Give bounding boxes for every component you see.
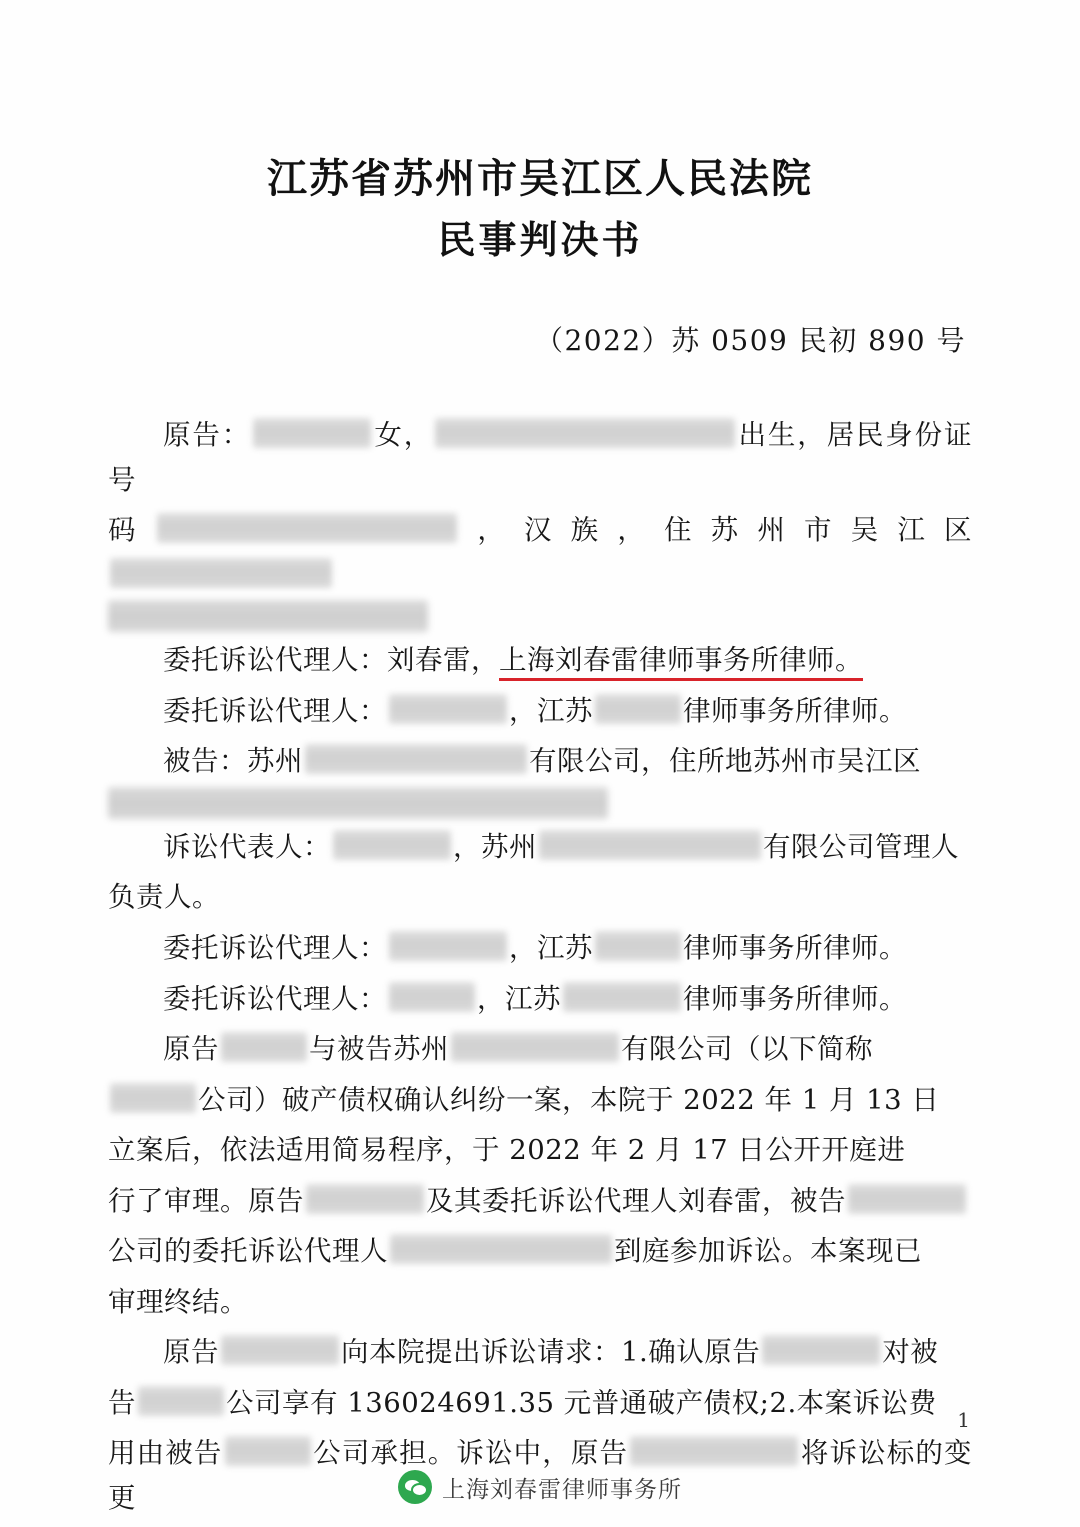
redacted-defendant-ref-1 [848,1184,966,1214]
redacted-plaintiff-ref-3 [221,1335,339,1365]
paragraph-case-summary-line-4 [108,1179,972,1224]
redacted-defendant-address [108,787,608,819]
redacted-defendant-ref-2 [138,1386,224,1416]
paragraph-case-summary-line-5 [108,1229,972,1274]
body-1-d: 公司）破产债权确认纠纷一案，本院于 2022 年 1 月 13 日 [198,1083,940,1116]
plaintiff-gender: 女， [373,419,434,452]
body-1-e: 立案后，依法适用简易程序，于 2022 年 2 月 17 日公开开庭进 [108,1134,906,1167]
litigation-rep-city: ，苏州 [453,830,537,863]
paragraph-defendant [108,739,972,784]
body-1-h: 公司的委托诉讼代理人 [108,1235,388,1268]
paragraph-plaintiff-id [108,508,972,597]
redacted-company-short-name [110,1083,196,1113]
agent-province-2: ，江苏 [509,694,593,727]
paragraph-case-summary-line-6 [108,1280,972,1325]
paragraph-case-summary-line-1 [108,1027,972,1072]
body-2-b: 向本院提出诉讼请求：1.确认原告 [341,1336,761,1369]
redacted-rep-name [333,830,451,860]
body-2-a: 原告 [163,1336,219,1369]
paragraph-litigation-rep-role [108,875,972,920]
redacted-id-number [157,513,457,543]
agent-firm-3: 律师事务所律师。 [683,932,907,965]
litigation-rep-role: 负责人。 [108,881,220,914]
paragraph-plaintiff [108,413,972,502]
plaintiff-code-label: 码 [108,514,155,547]
redacted-company-ref-1 [451,1032,619,1062]
paragraph-agent-3 [108,926,972,971]
agent-province-4: ，江苏 [477,982,561,1015]
page-number: 1 [957,1408,970,1432]
plaintiff-ethnicity-text: ，汉族，住苏州市吴江区 [458,514,973,547]
redacted-address-part-1 [110,558,332,588]
redacted-defendant-company [305,744,527,774]
body-1-j: 审理终结。 [108,1285,248,1318]
body-2-h: 将诉讼标的变更 [108,1437,973,1515]
redacted-agent-name-3 [389,931,507,961]
redacted-plaintiff-ref-4 [762,1335,880,1365]
redacted-plaintiff-ref-1 [221,1032,307,1062]
redacted-defendant-ref-3 [225,1436,311,1466]
litigation-rep-label: 诉讼代表人： [163,830,331,863]
document-body [108,150,972,1521]
paragraph-agent-1 [108,638,972,683]
agent-label-1: 委托诉讼代理人： [163,644,387,677]
defendant-company-text: 有限公司，住所地苏州市吴江区 [529,745,921,778]
paragraph-case-summary-line-3 [108,1128,972,1173]
agent-province-3: ，江苏 [509,932,593,965]
redacted-defendant-agent-ref [390,1234,612,1264]
redacted-agent-firm-4 [563,982,681,1012]
wechat-icon [398,1470,432,1504]
court-title: 江苏省苏州市吴江区人民法院 [267,155,813,202]
body-2-g: 公司承担。诉讼中，原告 [312,1437,629,1470]
redacted-address-part-2 [108,600,428,632]
body-1-b: 与被告苏州 [309,1033,449,1066]
agent-firm-4: 律师事务所律师。 [683,982,907,1015]
paragraph-litigation-rep [108,825,972,870]
agent-label-2: 委托诉讼代理人： [163,694,387,727]
document-type-title: 民事判决书 [437,217,643,262]
redacted-agent-firm-2 [595,694,681,724]
plaintiff-label: 原告： [163,419,252,452]
redacted-birth-date [435,418,735,448]
redacted-rep-company [539,830,761,860]
agent-firm-2: 律师事务所律师。 [683,694,907,727]
paragraph-agent-2 [108,689,972,734]
body-1-a: 原告 [163,1033,219,1066]
paragraph-claims-line-2 [108,1381,972,1426]
redacted-agent-name-4 [389,982,475,1012]
body-2-c: 对被 [882,1336,939,1369]
litigation-rep-company-text: 有限公司管理人 [763,830,959,863]
body-1-i: 到庭参加诉讼。本案现已 [614,1235,922,1268]
redacted-plaintiff-ref-5 [630,1436,798,1466]
paragraph-case-summary-line-2 [108,1078,972,1123]
agent-name-1: 刘春雷， [387,644,499,677]
paragraph-claims-line-1 [108,1330,972,1375]
defendant-label: 被告： [163,745,247,778]
body-1-f: 行了审理。原告 [108,1184,304,1217]
defendant-city: 苏州 [247,745,303,778]
redacted-plaintiff-name [253,418,371,448]
body-1-g: 及其委托诉讼代理人刘春雷，被告 [426,1184,846,1217]
agent-label-4: 委托诉讼代理人： [163,982,387,1015]
redacted-agent-firm-3 [595,931,681,961]
body-2-f: 用由被告 [108,1437,223,1470]
redacted-plaintiff-ref-2 [306,1184,424,1214]
plaintiff-birth-text: 出生，居民身份证号 [108,419,973,496]
case-number: （2022）苏 0509 民初 890 号 [534,324,966,358]
footer-attribution [0,1470,1080,1509]
agent-label-3: 委托诉讼代理人： [163,932,387,965]
agent-firm-1: 上海刘春雷律师事务所律师。 [499,644,863,681]
body-1-c: 有限公司（以下简称 [621,1033,873,1066]
redacted-agent-name-2 [389,694,507,724]
body-2-e: 公司享有 136024691.35 元普通破产债权;2.本案诉讼费 [226,1386,937,1419]
footer-account-name: 上海刘春雷律师事务所 [442,1475,682,1502]
paragraph-agent-4 [108,977,972,1022]
body-2-d: 告 [108,1386,136,1419]
